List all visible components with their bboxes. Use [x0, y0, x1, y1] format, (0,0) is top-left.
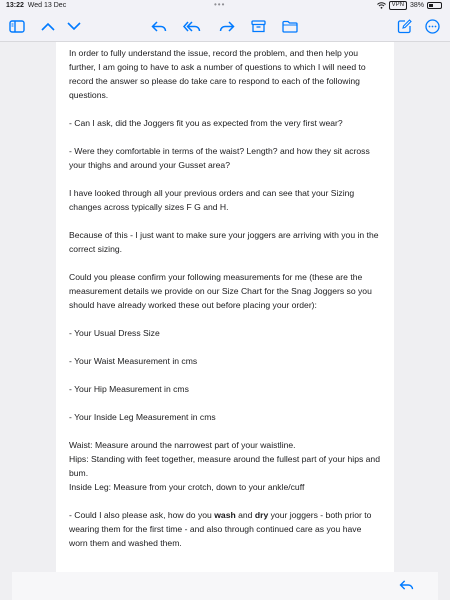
next-message-button[interactable] [63, 15, 85, 37]
measurement-hip: - Your Hip Measurement in cms [69, 384, 189, 394]
question-comfort: - Were they comfortable in terms of the waist? Length? and how they sit across your thighs and around your Gusset area? [69, 146, 370, 170]
compose-icon [397, 19, 412, 34]
battery-percent: 38% [409, 2, 424, 9]
more-icon [425, 19, 440, 34]
status-date: Wed 13 Dec [27, 2, 67, 9]
status-time: 13:22 Wed 13 Dec [6, 2, 67, 9]
measurement-dress-size: - Your Usual Dress Size [69, 328, 160, 338]
forward-button[interactable] [216, 15, 238, 37]
mail-toolbar [0, 11, 450, 42]
more-options-button[interactable] [421, 15, 443, 37]
measurement-inside-leg: - Your Inside Leg Measurement in cms [69, 412, 216, 422]
reply-icon [399, 579, 414, 591]
guide-inside-leg: Inside Leg: Measure from your crotch, down to your ankle/cuff [69, 482, 305, 492]
sidebar-toggle-button[interactable] [6, 15, 28, 37]
vpn-badge: VPN [389, 1, 407, 10]
message-body [56, 42, 394, 572]
intro-paragraph: In order to fully understand the issue, record the problem, and then help you further, I am going to have to ask a number of questions to which I will need to record the answer so please do take care to respond to each of the following questions. [69, 48, 366, 100]
archive-button[interactable] [247, 15, 269, 37]
reply-icon [151, 20, 167, 33]
status-bar [0, 0, 450, 11]
question-wash: - Could I also please ask, how do you wash and dry your joggers - both prior to wearing them for the first time - and also through continued care as you have worn them and washed them. [69, 510, 372, 548]
move-to-folder-button[interactable] [279, 15, 301, 37]
status-indicators [377, 1, 442, 10]
measurements-request-paragraph: Could you please confirm your following measurements for me (these are the measurement details we provide on our Size Chart for the Snag Joggers so you should have already worked these out before placing your order): [69, 272, 372, 310]
reply-bottom-button[interactable] [397, 577, 415, 593]
message-text [56, 42, 394, 550]
chevron-up-icon [41, 22, 55, 31]
guide-hips: Hips: Standing with feet together, measure around the fullest part of your hips and bum. [69, 454, 380, 478]
reply-all-button[interactable] [181, 15, 203, 37]
archive-icon [251, 20, 266, 33]
battery-icon [427, 2, 442, 9]
reply-button[interactable] [148, 15, 170, 37]
battery-level [429, 4, 433, 7]
previous-message-button[interactable] [37, 15, 59, 37]
guide-waist: Waist: Measure around the narrowest part of your waistline. [69, 440, 296, 450]
compose-button[interactable] [393, 15, 415, 37]
forward-icon [219, 20, 235, 33]
measurement-waist: - Your Waist Measurement in cms [69, 356, 198, 366]
bottom-bar [0, 572, 450, 600]
reply-all-icon [183, 20, 201, 33]
folder-icon [282, 20, 298, 33]
question-fit: - Can I ask, did the Joggers fit you as expected from the very first wear? [69, 118, 343, 128]
sidebar-icon [9, 20, 25, 33]
chevron-down-icon [67, 22, 81, 31]
wifi-icon [377, 2, 386, 9]
bottom-pane [12, 572, 438, 600]
sizing-paragraph: I have looked through all your previous orders and can see that your Sizing changes across typically sizes F G and H. [69, 188, 355, 212]
multitasking-dots[interactable]: ••• [214, 0, 226, 9]
sizing-reason-paragraph: Because of this - I just want to make sure your joggers are arriving with you in the correct sizing. [69, 230, 379, 254]
